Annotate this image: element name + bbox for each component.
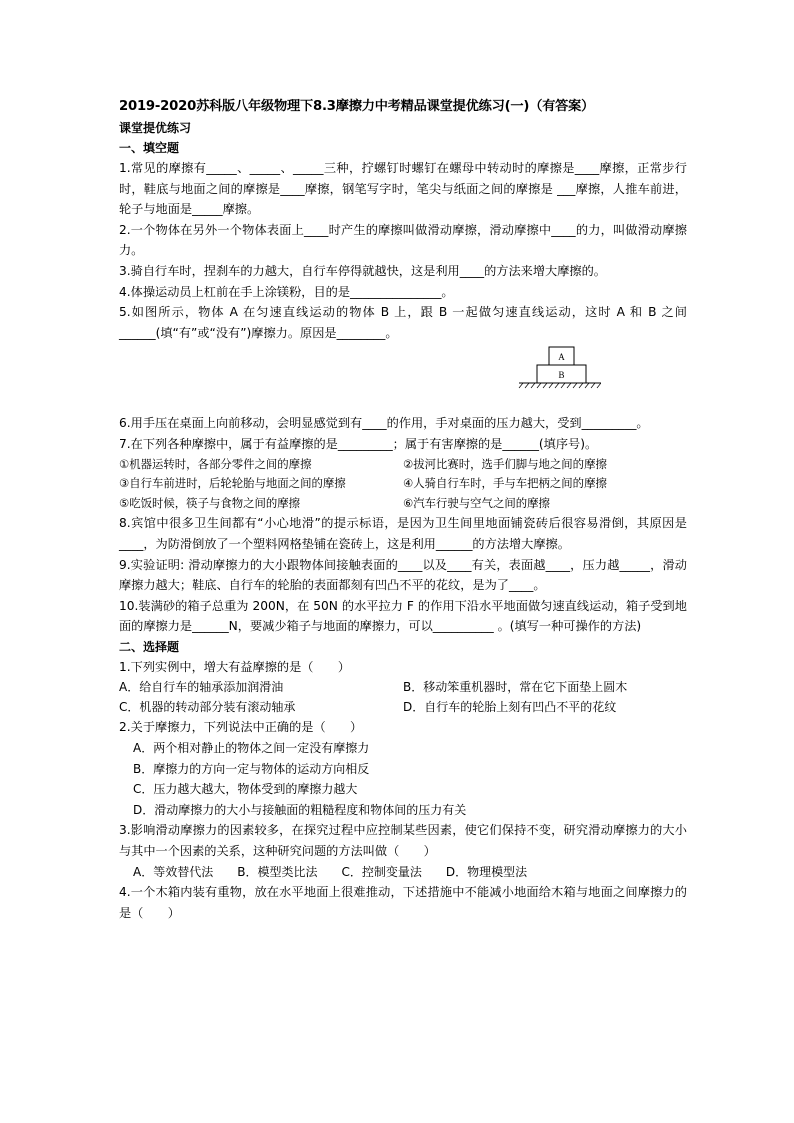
q7-item: ④人骑自行车时，手与车把柄之间的摩擦 [403, 476, 607, 491]
q7-item: ①机器运转时，各部分零件之间的摩擦 [119, 456, 312, 471]
q7-item-row [119, 455, 687, 475]
section-heading-multiple-choice: 二、选择题 [119, 639, 180, 654]
mc-option: C．压力越大越大，物体受到的摩擦力越大 [133, 782, 358, 797]
section-heading-fill-blank: 一、填空题 [119, 141, 180, 155]
q7-item: ②拔河比赛时，选手们脚与地之间的摩擦 [403, 456, 607, 471]
question-2: 2.一个物体在另外一个物体表面上____时产生的摩擦叫做滑动摩擦，滑动摩擦中____的力，叫做滑动摩擦力。 [119, 222, 687, 258]
question-6: 6.用手压在桌面上向前移动，会明显感觉到有____的作用，手对桌面的压力越大，受到_________。 [119, 416, 649, 431]
q7-item: ③自行车前进时，后轮轮胎与地面之间的摩擦 [119, 476, 346, 491]
question-1: 1.常见的摩擦有_____、_____、_____三种，拧螺钉时螺钉在螺母中转动时的摩擦是____摩擦，正常步行时，鞋底与地面之间的摩擦是____摩擦，钢笔写字时，笔尖与纸面之间的摩擦是 ___摩擦，人推车前进，轮子与地面是_____摩擦。 [119, 161, 687, 217]
block-a-label: A [558, 352, 565, 363]
mc-option: D．滑动摩擦力的大小与接触面的粗糙程度和物体间的压力有关 [133, 802, 467, 817]
block-b-label: B [558, 370, 565, 381]
ground-hatching [519, 383, 601, 388]
stacked-blocks-figure [517, 343, 601, 393]
mc-question-2: 2.关于摩擦力，下列说法中正确的是（ ） [119, 720, 363, 735]
q7-item-row [119, 494, 687, 514]
block-diagram [119, 343, 687, 413]
mc-option-line: A．等效替代法 B．模型类比法 C．控制变量法 D．物理模型法 [133, 864, 528, 879]
question-4: 4.体操运动员上杠前在手上涂镁粉，目的是_______________。 [119, 284, 454, 299]
mc-option: C．机器的转动部分装有滚动轴承 [119, 700, 296, 715]
mc-option: A．给自行车的轴承添加润滑油 [119, 680, 284, 695]
mc-question-1: 1.下列实例中，增大有益摩擦的是（ ） [119, 659, 351, 674]
q7-item: ⑤吃饭时候，筷子与食物之间的摩擦 [119, 495, 301, 510]
question-10: 10.装满砂的箱子总重为 200N，在 50N 的水平拉力 F 的作用下沿水平地面做匀速直线运动，箱子受到地面的摩擦力是______N，要减少箱子与地面的摩擦力，可以__________ 。(填写一种可操作的方法) [119, 598, 687, 634]
question-5: 5.如图所示，物体 A 在匀速直线运动的物体 B 上，跟 B 一起做匀速直线运动，这时 A 和 B 之间______(填“有”或“没有”)摩擦力。原因是________。 [119, 305, 687, 340]
mc-option: B．移动笨重机器时，常在它下面垫上圆木 [403, 680, 628, 695]
question-8: 8.宾馆中很多卫生间都有“小心地滑”的提示标语，是因为卫生间里地面铺瓷砖后很容易滑倒，其原因是____，为防滑倒放了一个塑料网格垫铺在瓷砖上，这是利用______的方法增大摩擦。 [119, 516, 687, 551]
document-title: 2019-2020苏科版八年级物理下8.3摩擦力中考精品课堂提优练习(一)（有答案） [119, 99, 595, 114]
mc-option: D．自行车的轮胎上刻有凹凸不平的花纹 [403, 700, 617, 715]
question-9: 9.实验证明: 滑动摩擦力的大小跟物体间接触表面的____以及____有关，表面越____，压力越_____，滑动摩擦力越大；鞋底、自行车的轮胎的表面都刻有凹凸不平的花纹，是为了____。 [119, 557, 687, 593]
question-3: 3.骑自行车时，捏刹车的力越大，自行车停得就越快，这是利用____的方法来增大摩擦的。 [119, 263, 606, 278]
q7-item-row [119, 474, 687, 494]
mc-question-4: 4.一个木箱内装有重物，放在水平地面上很难推动，下述措施中不能减小地面给木箱与地面之间摩擦力的是（ ） [119, 885, 687, 920]
mc-option-row [119, 697, 687, 717]
mc-option: A．两个相对静止的物体之间一定没有摩擦力 [133, 741, 370, 756]
mc-question-3: 3.影响滑动摩擦力的因素较多，在探究过程中应控制某些因素，使它们保持不变，研究滑动摩擦力的大小与其中一个因素的关系，这种研究问题的方法叫做（ ） [119, 823, 687, 859]
question-7: 7.在下列各种摩擦中，属于有益摩擦的是_________；属于有害摩擦的是______(填序号)。 [119, 436, 598, 451]
document-page [119, 96, 687, 923]
document-subtitle: 课堂提优练习 [119, 121, 192, 135]
mc-option: B．摩擦力的方向一定与物体的运动方向相反 [133, 761, 370, 776]
q7-item: ⑥汽车行驶与空气之间的摩擦 [403, 495, 550, 510]
mc-option-row [119, 677, 687, 697]
